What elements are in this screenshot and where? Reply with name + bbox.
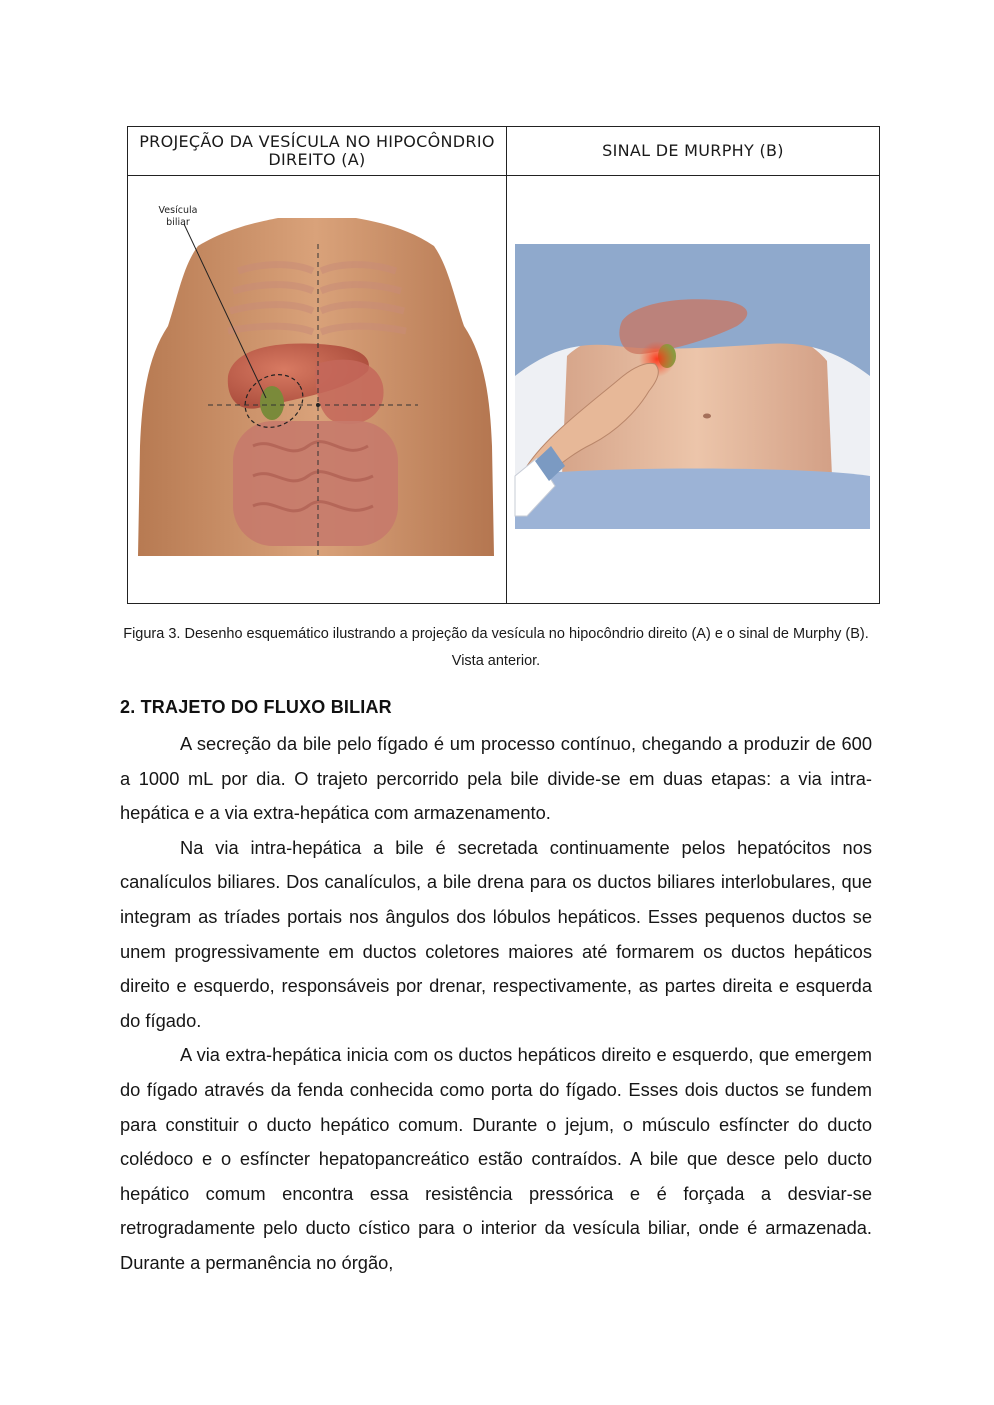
gallbladder-shape <box>260 386 284 420</box>
label-gallbladder-1: Vesícula <box>158 205 198 216</box>
label-gallbladder-2: biliar <box>166 217 190 228</box>
murphy-illustration <box>507 176 878 603</box>
figure-caption: Figura 3. Desenho esquemático ilustrando a projeção da vesícula no hipocôndrio direito (A) e o sinal de Murphy (B). Vista anterior. <box>123 626 869 669</box>
figure-header-b: SINAL DE MURPHY (B) <box>507 127 879 176</box>
intestines-shape <box>233 421 398 546</box>
stomach-shape <box>316 360 384 424</box>
bed-sheet <box>515 469 870 530</box>
figure-panel-a <box>128 176 507 603</box>
section-title: 2. TRAJETO DO FLUXO BILIAR <box>120 697 392 717</box>
navel <box>703 414 711 419</box>
paragraph-1: A secreção da bile pelo fígado é um processo contínuo, chegando a produzir de 600 a 1000 mL por dia. O trajeto percorrido pela bile divide-se em duas etapas: a via intra-hepática e a via extra-hepática com armazenamento. <box>120 733 872 824</box>
torso-illustration <box>128 176 506 603</box>
paragraph-2: Na via intra-hepática a bile é secretada continuamente pelos hepatócitos nos canalículos biliares. Dos canalículos, a bile drena para os ductos biliares interlobulares, que integram as tríades portais nos ângulos dos lóbulos hepáticos. Esses pequenos ductos se unem progressivamente em ductos coletores maiores até formarem os ductos hepáticos direito e esquerdo, responsáveis por drenar, respectivamente, as partes direita e esquerda do fígado. <box>120 836 872 1031</box>
paragraph-3: A via extra-hepática inicia com os ductos hepáticos direito e esquerdo, que emergem do fígado através da fenda conhecida como porta do fígado. Esses dois ductos se fundem para constituir o ducto hepático comum. Durante o jejum, o músculo esfíncter do ducto colédoco e o esfíncter hepatopancreático estão contraídos. A bile que desce pelo ducto hepático comum encontra essa resistência pressórica e é forçada a desviar-se retrogradamente pelo ducto cístico para o interior da vesícula biliar, onde é armazenada. Durante a permanência no órgão, <box>120 1044 872 1273</box>
intersection-point <box>316 403 320 407</box>
figure-table <box>127 126 880 604</box>
figure-panel-b <box>507 176 879 603</box>
figure-header-a: PROJEÇÃO DA VESÍCULA NO HIPOCÔNDRIO DIREITO (A) <box>128 127 507 176</box>
section-body <box>120 727 872 1281</box>
